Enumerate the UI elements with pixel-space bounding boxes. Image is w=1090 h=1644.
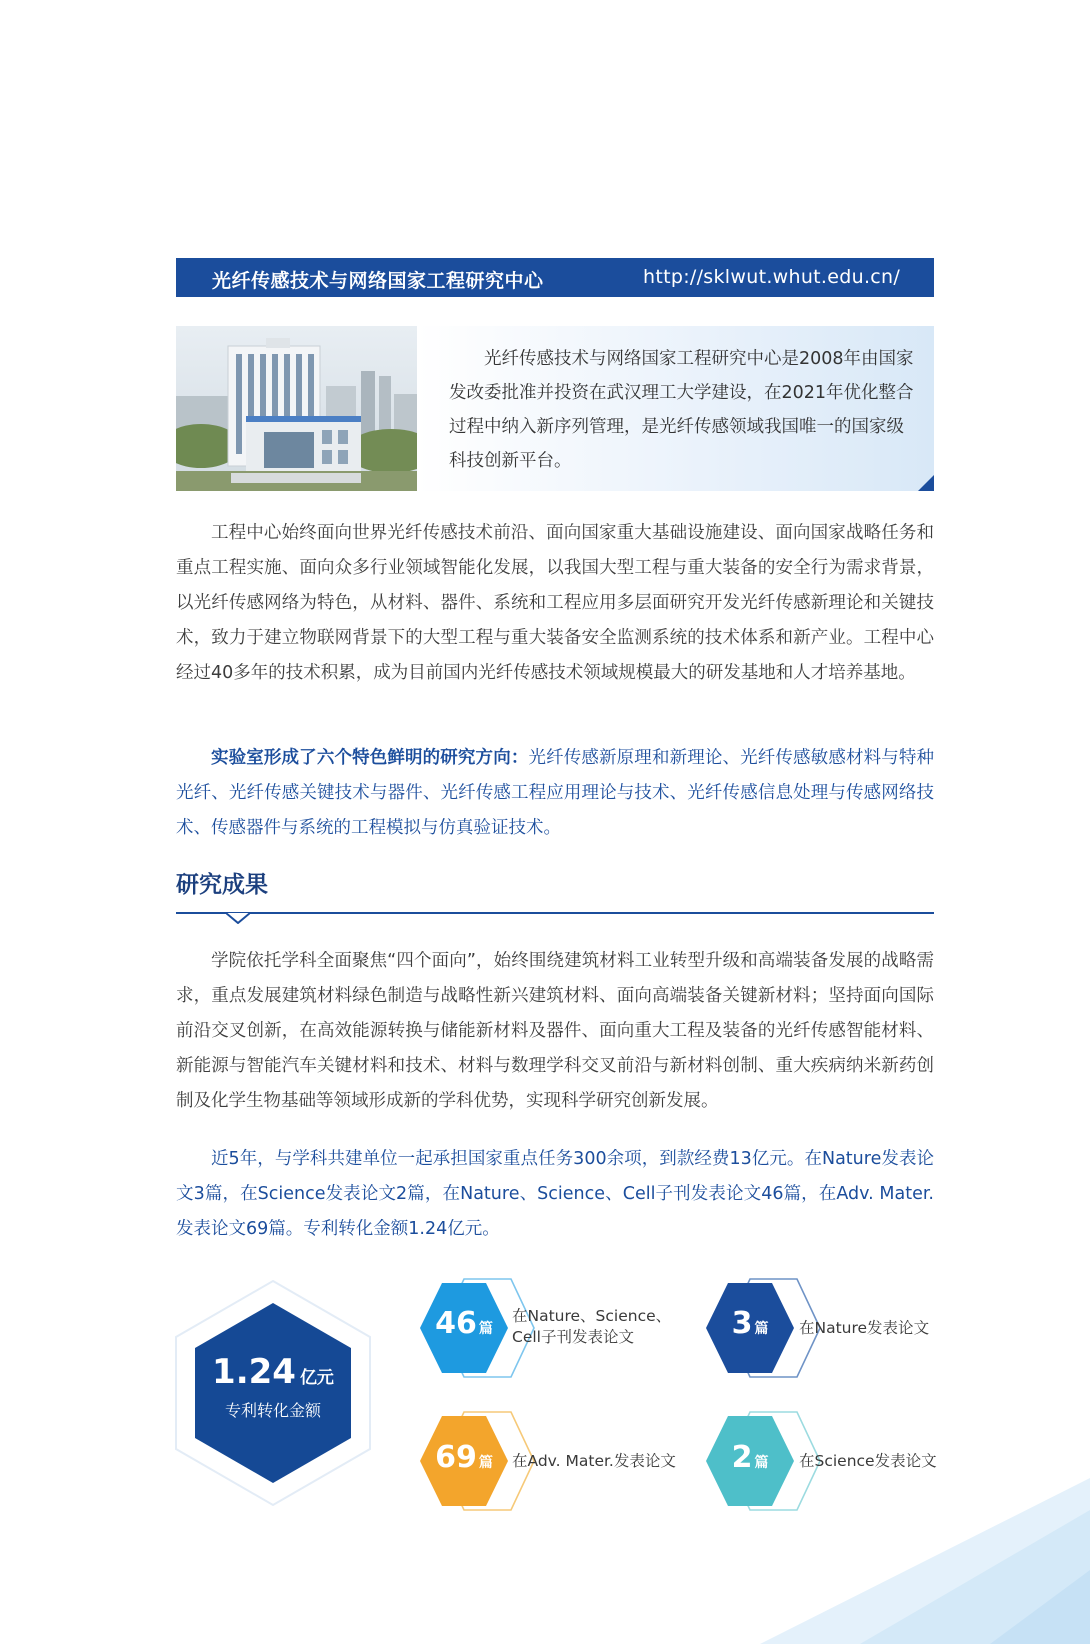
stat-3-label (799, 1318, 929, 1339)
stat-46-unit: 篇 (478, 1321, 493, 1337)
research-directions-lead: 实验室形成了六个特色鲜明的研究方向： (211, 748, 529, 768)
main-stat-value: 1.24 (212, 1352, 296, 1392)
section-divider (176, 912, 934, 914)
stat-69 (428, 1440, 500, 1475)
intro-text: 光纤传感技术与网络国家工程研究中心是2008年由国家发改委批准并投资在武汉理工大学建设，在2021年优化整合过程中纳入新序列管理，是光纤传感领域我国唯一的国家级科技创新平台。 (449, 349, 914, 471)
stat-69-value: 69 (435, 1440, 477, 1475)
stat-3-label-line1: 在Nature发表论文 (799, 1319, 930, 1337)
paragraph-center-overview: 工程中心始终面向世界光纤传感技术前沿、面向国家重大基础设施建设、面向国家战略任务和重点工程实施、面向众多行业领域智能化发展，以我国大型工程与重大装备的安全行为需求背景，以光纤传感网络为特色，从材料、器件、系统和工程应用多层面研究开发光纤传感新理论和关键技术，致力于建立物联网背景下的大型工程与重大装备安全监测系统的技术体系和新产业。工程中心经过40多年的技术积累，成为目前国内光纤传感技术领域规模最大的研发基地和人才培养基地。 (176, 523, 934, 683)
header-bar (176, 258, 934, 297)
stat-2-unit: 篇 (754, 1455, 769, 1471)
stat-3 (714, 1306, 786, 1341)
stat-46-label (512, 1306, 671, 1348)
center-title: 光纤传感技术与网络国家工程研究中心 (212, 270, 544, 292)
stat-46-label-line2: Cell子刊发表论文 (512, 1328, 634, 1346)
intro-panel (417, 326, 934, 491)
divider-notch-icon (226, 912, 250, 924)
paragraph-achievements: 近5年，与学科共建单位一起承担国家重点任务300余项，到款经费13亿元。在Nature发表论文3篇，在Science发表论文2篇，在Nature、Science、Cell子刊发表论文46篇，在Adv. Mater.发表论文69篇。专利转化金额1.24亿元。 (176, 1149, 934, 1239)
stat-2-label (799, 1451, 937, 1472)
stat-3-value: 3 (731, 1306, 753, 1341)
paragraph-research-directions (176, 741, 934, 846)
section-title: 研究成果 (176, 872, 268, 898)
building-illustration (176, 326, 417, 491)
paragraph-discipline: 学院依托学科全面聚焦“四个面向”，始终围绕建筑材料工业转型升级和高端装备发展的战略需求，重点发展建筑材料绿色制造与战略性新兴建筑材料、面向高端装备关键新材料；坚持面向国际前沿交叉创新，在高效能源转换与储能新材料及器件、面向重大工程及装备的光纤传感智能材料、新能源与智能汽车关键材料和技术、材料与数理学科交叉前沿与新材料创制、重大疾病纳米新药创制及化学生物基础等领域形成新的学科优势，实现科学研究创新发展。 (176, 951, 934, 1111)
research-directions-body: 光纤传感新原理和新理论、光纤传感敏感材料与特种光纤、光纤传感关键技术与器件、光纤传感工程应用理论与技术、光纤传感信息处理与传感网络技术、传感器件与系统的工程模拟与仿真验证技术。 (176, 748, 935, 838)
center-url[interactable]: http://sklwut.whut.edu.cn/ (643, 266, 901, 288)
stat-46-label-line1: 在Nature、Science、 (512, 1307, 672, 1325)
stat-69-label (512, 1451, 676, 1472)
main-stat (195, 1352, 351, 1421)
main-stat-label: 专利转化金额 (224, 1401, 321, 1420)
building-photo (176, 326, 417, 491)
stat-46 (428, 1306, 500, 1341)
main-stat-unit: 亿元 (299, 1368, 334, 1388)
stat-69-label-line1: 在Adv. Mater.发表论文 (512, 1452, 676, 1470)
stat-46-value: 46 (435, 1306, 477, 1341)
stat-2-value: 2 (731, 1440, 753, 1475)
stat-2-label-line1: 在Science发表论文 (799, 1452, 937, 1470)
stat-69-unit: 篇 (478, 1455, 493, 1471)
corner-triangle-icon (918, 475, 934, 491)
decorative-corner-shapes (740, 1470, 1090, 1644)
stat-3-unit: 篇 (754, 1321, 769, 1337)
